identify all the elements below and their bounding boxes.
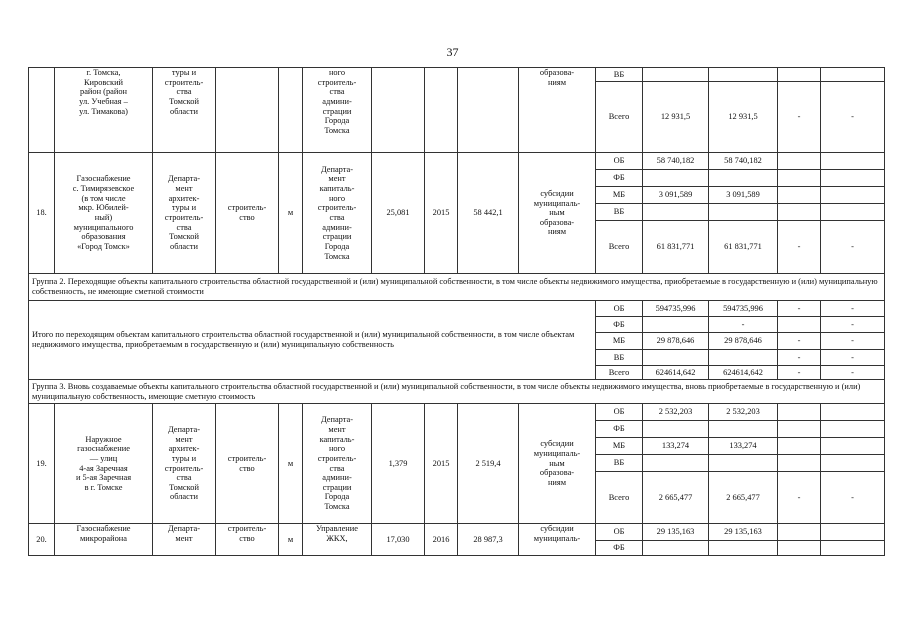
cell-text-line: ул. Тимакова) (79, 106, 128, 116)
cell-text-line: Томской (169, 482, 199, 492)
cell-year-amount: 61 831,771 (709, 221, 778, 274)
cell-source: Всего (596, 82, 643, 153)
cell-text-line: ниям (547, 77, 567, 87)
cell-next-1: - (778, 221, 821, 274)
cell-customer (303, 153, 372, 274)
cell-text-line: образова- (539, 468, 575, 478)
cell-text-line: строитель- (164, 213, 204, 222)
cell-total (643, 541, 709, 556)
cell-department (153, 404, 216, 524)
cell-source: Всего (596, 472, 643, 524)
group-2-heading: Группа 2. Переходящие объекты капитального строительства областной государственной и (или) муниципальной собственности, в том числе объекты недвижимого имущества, приобретаемые в государственную и (или) муниципальную собственность, не имеющие сметной стоимости (29, 274, 885, 301)
cell-funding (519, 524, 596, 556)
cell-next-2 (821, 153, 885, 170)
cell-object-name (55, 68, 153, 153)
cell-text-line: ниям (547, 227, 567, 237)
cell-cost: 2 519,4 (458, 404, 519, 524)
cell-text-line: с. Тимирязевское (72, 184, 135, 194)
cell-num: 20. (29, 524, 55, 556)
cell-department (153, 524, 216, 556)
cell-text-line: ства (176, 473, 192, 483)
cell-year-amount (709, 541, 778, 556)
cell-year-amount (709, 170, 778, 187)
cell-text-line: строитель- (317, 203, 357, 213)
cell-funding (519, 68, 596, 153)
cell-text-line: мент (175, 533, 193, 543)
cell-year-amount: 29 878,646 (709, 333, 778, 350)
cell-text-line: мент (328, 424, 346, 434)
cell-text-line: муниципаль- (533, 449, 581, 459)
cell-next-2: - (821, 82, 885, 153)
cell-year-amount: 133,274 (709, 438, 778, 455)
cell-total (643, 204, 709, 221)
cell-year-amount (709, 204, 778, 221)
cell-year-amount: 624614,642 (709, 366, 778, 380)
cell-text-line: Города (324, 241, 350, 251)
cell-next-1 (778, 438, 821, 455)
cell-source: ФБ (596, 170, 643, 187)
cell-source: ОБ (596, 301, 643, 317)
cell-unit: м (279, 404, 303, 524)
cell-total (643, 317, 709, 333)
cell-text-line: район (район (80, 87, 127, 97)
cell-text-line: строитель- (227, 524, 267, 533)
cell-type (216, 524, 279, 556)
cell-total (643, 170, 709, 187)
cell-text-line: ного (328, 444, 346, 454)
cell-type (216, 404, 279, 524)
cell-num: 18. (29, 153, 55, 274)
cell-text-line: области (170, 241, 198, 251)
cell-next-2: - (821, 221, 885, 274)
cell-funding (519, 404, 596, 524)
cell-text-line: страции (322, 482, 352, 492)
cell-year-amount: 594735,996 (709, 301, 778, 317)
cell-text-line: ным (549, 208, 565, 218)
cell-unit: м (279, 153, 303, 274)
cell-text-line: Томской (169, 232, 199, 242)
cell-next-1 (778, 187, 821, 204)
cell-text-line: туры и (171, 68, 197, 77)
cell-total: 2 665,477 (643, 472, 709, 524)
cell-year-amount (709, 68, 778, 82)
cell-next-2 (821, 68, 885, 82)
cell-next-1 (778, 204, 821, 221)
cell-text-line: Наружное (85, 434, 122, 444)
cell-text-line: муниципального (73, 222, 134, 232)
cell-source: ВБ (596, 350, 643, 366)
cell-text-line: админи- (322, 96, 352, 106)
cell-customer (303, 404, 372, 524)
cell-text-line: микрорайона (80, 533, 127, 543)
cell-year-amount: 3 091,589 (709, 187, 778, 204)
cell-source: МБ (596, 187, 643, 204)
cell-text-line: Газоснабжение (76, 524, 131, 533)
cell-text-line: ного (328, 68, 346, 77)
cell-year-amount: - (709, 317, 778, 333)
cell-text-line: страции (322, 106, 352, 116)
cell-text-line: ного (328, 193, 346, 203)
cell-unit (279, 68, 303, 153)
cell-text-line: строитель- (317, 453, 357, 463)
cell-text-line: ул. Учебная – (79, 96, 128, 106)
cell-source: ОБ (596, 153, 643, 170)
cell-total: 29 878,646 (643, 333, 709, 350)
cell-text-line: субсидии (540, 439, 574, 449)
cell-source: ФБ (596, 421, 643, 438)
cell-text-line: газоснабжение (77, 444, 130, 454)
cell-text-line: ство (239, 463, 255, 473)
cell-text-line: архитек- (168, 193, 200, 203)
cell-next-1 (778, 524, 821, 541)
page-number: 37 (446, 45, 459, 59)
cell-text-line: Департа- (167, 424, 201, 434)
cell-text-line: Томска (324, 502, 350, 512)
cell-next-2: - (821, 317, 885, 333)
cell-text-line: ства (329, 213, 345, 222)
cell-text-line: капиталь- (319, 184, 355, 194)
cell-text-line: г. Томска, (86, 68, 121, 77)
cell-next-1: - (778, 333, 821, 350)
cell-next-2: - (821, 301, 885, 317)
cell-text-line: в г. Томске (84, 482, 123, 492)
cell-year-amount (709, 421, 778, 438)
cell-text-line: мент (175, 184, 193, 194)
cell-text-line: муниципаль- (533, 533, 581, 543)
cell-capacity: 25,081 (372, 153, 425, 274)
cell-next-2 (821, 438, 885, 455)
cell-text-line: Департа- (167, 174, 201, 184)
cell-next-1: - (778, 366, 821, 380)
cell-total: 29 135,163 (643, 524, 709, 541)
cell-text-line: (в том числе (81, 193, 126, 203)
cell-source: ОБ (596, 404, 643, 421)
cell-total (643, 455, 709, 472)
cell-type (216, 68, 279, 153)
cell-text-line: страции (322, 232, 352, 242)
cell-text-line: Департа- (167, 524, 201, 533)
cell-text-line: строитель- (164, 463, 204, 473)
cell-capacity (372, 68, 425, 153)
cell-total: 624614,642 (643, 366, 709, 380)
cell-text-line: Кировский (83, 77, 124, 87)
cell-customer (303, 68, 372, 153)
cell-text-line: админи- (322, 473, 352, 483)
cell-next-2 (821, 541, 885, 556)
cell-text-line: Города (324, 492, 350, 502)
cell-text-line: туры и (171, 203, 197, 213)
cell-next-1 (778, 170, 821, 187)
cell-text-line: ниям (547, 477, 567, 487)
cell-text-line: ства (176, 222, 192, 232)
cell-total (643, 421, 709, 438)
cell-text-line: мкр. Юбилей- (78, 203, 129, 213)
cell-source: ФБ (596, 317, 643, 333)
cell-text-line: ный) (94, 213, 113, 222)
cell-text-line: строитель- (227, 203, 267, 213)
cell-next-1 (778, 317, 821, 333)
cell-text-line: ства (329, 87, 345, 97)
cell-next-2 (821, 455, 885, 472)
cell-customer (303, 524, 372, 556)
cell-next-2 (821, 204, 885, 221)
cell-total: 3 091,589 (643, 187, 709, 204)
cell-total: 2 532,203 (643, 404, 709, 421)
cell-type (216, 153, 279, 274)
cell-next-1 (778, 455, 821, 472)
cell-text-line: Газоснабжение (76, 174, 131, 184)
cell-text-line: ства (329, 463, 345, 473)
cell-capacity: 1,379 (372, 404, 425, 524)
cell-text-line: строитель- (317, 77, 357, 87)
cell-cost: 58 442,1 (458, 153, 519, 274)
cell-num: 19. (29, 404, 55, 524)
cell-next-1 (778, 68, 821, 82)
cell-text-line: Управление (315, 524, 358, 533)
cell-year-amount (709, 455, 778, 472)
cell-text-line: ство (239, 213, 255, 222)
cell-next-1: - (778, 472, 821, 524)
cell-text-line: Томска (324, 251, 350, 261)
cell-funding (519, 153, 596, 274)
cell-text-line: субсидии (540, 524, 574, 533)
cell-text-line: строитель- (227, 453, 267, 463)
cell-text-line: туры и (171, 453, 197, 463)
cell-year-amount: 2 532,203 (709, 404, 778, 421)
cell-text-line: архитек- (168, 444, 200, 454)
cell-text-line: Департа- (320, 164, 354, 174)
cell-next-1 (778, 421, 821, 438)
cell-department (153, 68, 216, 153)
cell-text-line: «Город Томск» (77, 241, 130, 251)
cell-source: ФБ (596, 541, 643, 556)
cell-text-line: муниципаль- (533, 198, 581, 208)
cell-source: МБ (596, 438, 643, 455)
cell-text-line: Города (324, 116, 350, 126)
cell-next-2: - (821, 350, 885, 366)
cell-total: 594735,996 (643, 301, 709, 317)
cell-source: Всего (596, 366, 643, 380)
cell-year-amount: 12 931,5 (709, 82, 778, 153)
cell-text-line: Департа- (320, 415, 354, 425)
cell-year: 2016 (425, 524, 458, 556)
cell-text-line: строитель- (164, 77, 204, 87)
cell-text-line: капиталь- (319, 434, 355, 444)
cell-text-line: области (170, 492, 198, 502)
cell-object-name (55, 524, 153, 556)
cell-next-2 (821, 404, 885, 421)
cell-year-amount: 29 135,163 (709, 524, 778, 541)
investment-objects-table (28, 67, 885, 556)
cell-text-line: ства (176, 87, 192, 97)
cell-text-line: мент (328, 174, 346, 184)
cell-num (29, 68, 55, 153)
cell-next-1 (778, 404, 821, 421)
cell-text-line: Томска (324, 125, 350, 135)
cell-next-2 (821, 170, 885, 187)
cell-text-line: субсидии (540, 188, 574, 198)
cell-next-1: - (778, 301, 821, 317)
cell-next-2 (821, 421, 885, 438)
cell-next-2 (821, 187, 885, 204)
cell-total: 61 831,771 (643, 221, 709, 274)
cell-text-line: Томской (169, 96, 199, 106)
cell-total: 133,274 (643, 438, 709, 455)
cell-total: 58 740,182 (643, 153, 709, 170)
cell-text-line: образования (81, 232, 126, 242)
cell-next-2: - (821, 366, 885, 380)
cell-year-amount (709, 350, 778, 366)
cell-source: ВБ (596, 455, 643, 472)
cell-cost (458, 68, 519, 153)
cell-total (643, 350, 709, 366)
cell-source: Всего (596, 221, 643, 274)
cell-next-1 (778, 541, 821, 556)
cell-total (643, 68, 709, 82)
cell-cost: 28 987,3 (458, 524, 519, 556)
cell-source: ВБ (596, 68, 643, 82)
cell-object-name (55, 153, 153, 274)
cell-text-line: мент (175, 434, 193, 444)
cell-text-line: админи- (322, 222, 352, 232)
cell-text-line: образова- (539, 68, 575, 77)
cell-text-line: ным (549, 458, 565, 468)
group-3-heading: Группа 3. Вновь создаваемые объекты капитального строительства областной государственной и (или) муниципальной собственности, в том числе объекты недвижимого имущества, вновь приобретаемые в государственную и (или) муниципальную собственность, имеющие сметную стоимость (29, 380, 885, 404)
cell-text-line: и 5-ая Заречная (75, 473, 132, 483)
cell-text-line: образова- (539, 217, 575, 227)
cell-year: 2015 (425, 153, 458, 274)
cell-source: МБ (596, 333, 643, 350)
group-2-total-label: Итого по переходящим объектам капитального строительства областной государственной и (или) муниципальной собственности, в том числе объектам недвижимого имущества, приобретаемым в государственную и (или) муниципальную собственность (29, 301, 596, 380)
cell-object-name (55, 404, 153, 524)
cell-next-1 (778, 153, 821, 170)
cell-capacity: 17,030 (372, 524, 425, 556)
cell-text-line: ство (239, 533, 255, 543)
cell-next-1: - (778, 350, 821, 366)
cell-text-line: области (170, 106, 198, 116)
cell-year: 2015 (425, 404, 458, 524)
cell-source: ВБ (596, 204, 643, 221)
cell-next-2: - (821, 333, 885, 350)
cell-source: ОБ (596, 524, 643, 541)
cell-year-amount: 2 665,477 (709, 472, 778, 524)
cell-year-amount: 58 740,182 (709, 153, 778, 170)
cell-unit: м (279, 524, 303, 556)
cell-text-line: — улиц (89, 453, 118, 463)
cell-next-2: - (821, 472, 885, 524)
cell-department (153, 153, 216, 274)
cell-total: 12 931,5 (643, 82, 709, 153)
cell-next-2 (821, 524, 885, 541)
cell-next-1: - (778, 82, 821, 153)
cell-text-line: ЖКХ, (326, 533, 348, 543)
cell-year (425, 68, 458, 153)
cell-text-line: 4-ая Заречная (79, 463, 128, 473)
